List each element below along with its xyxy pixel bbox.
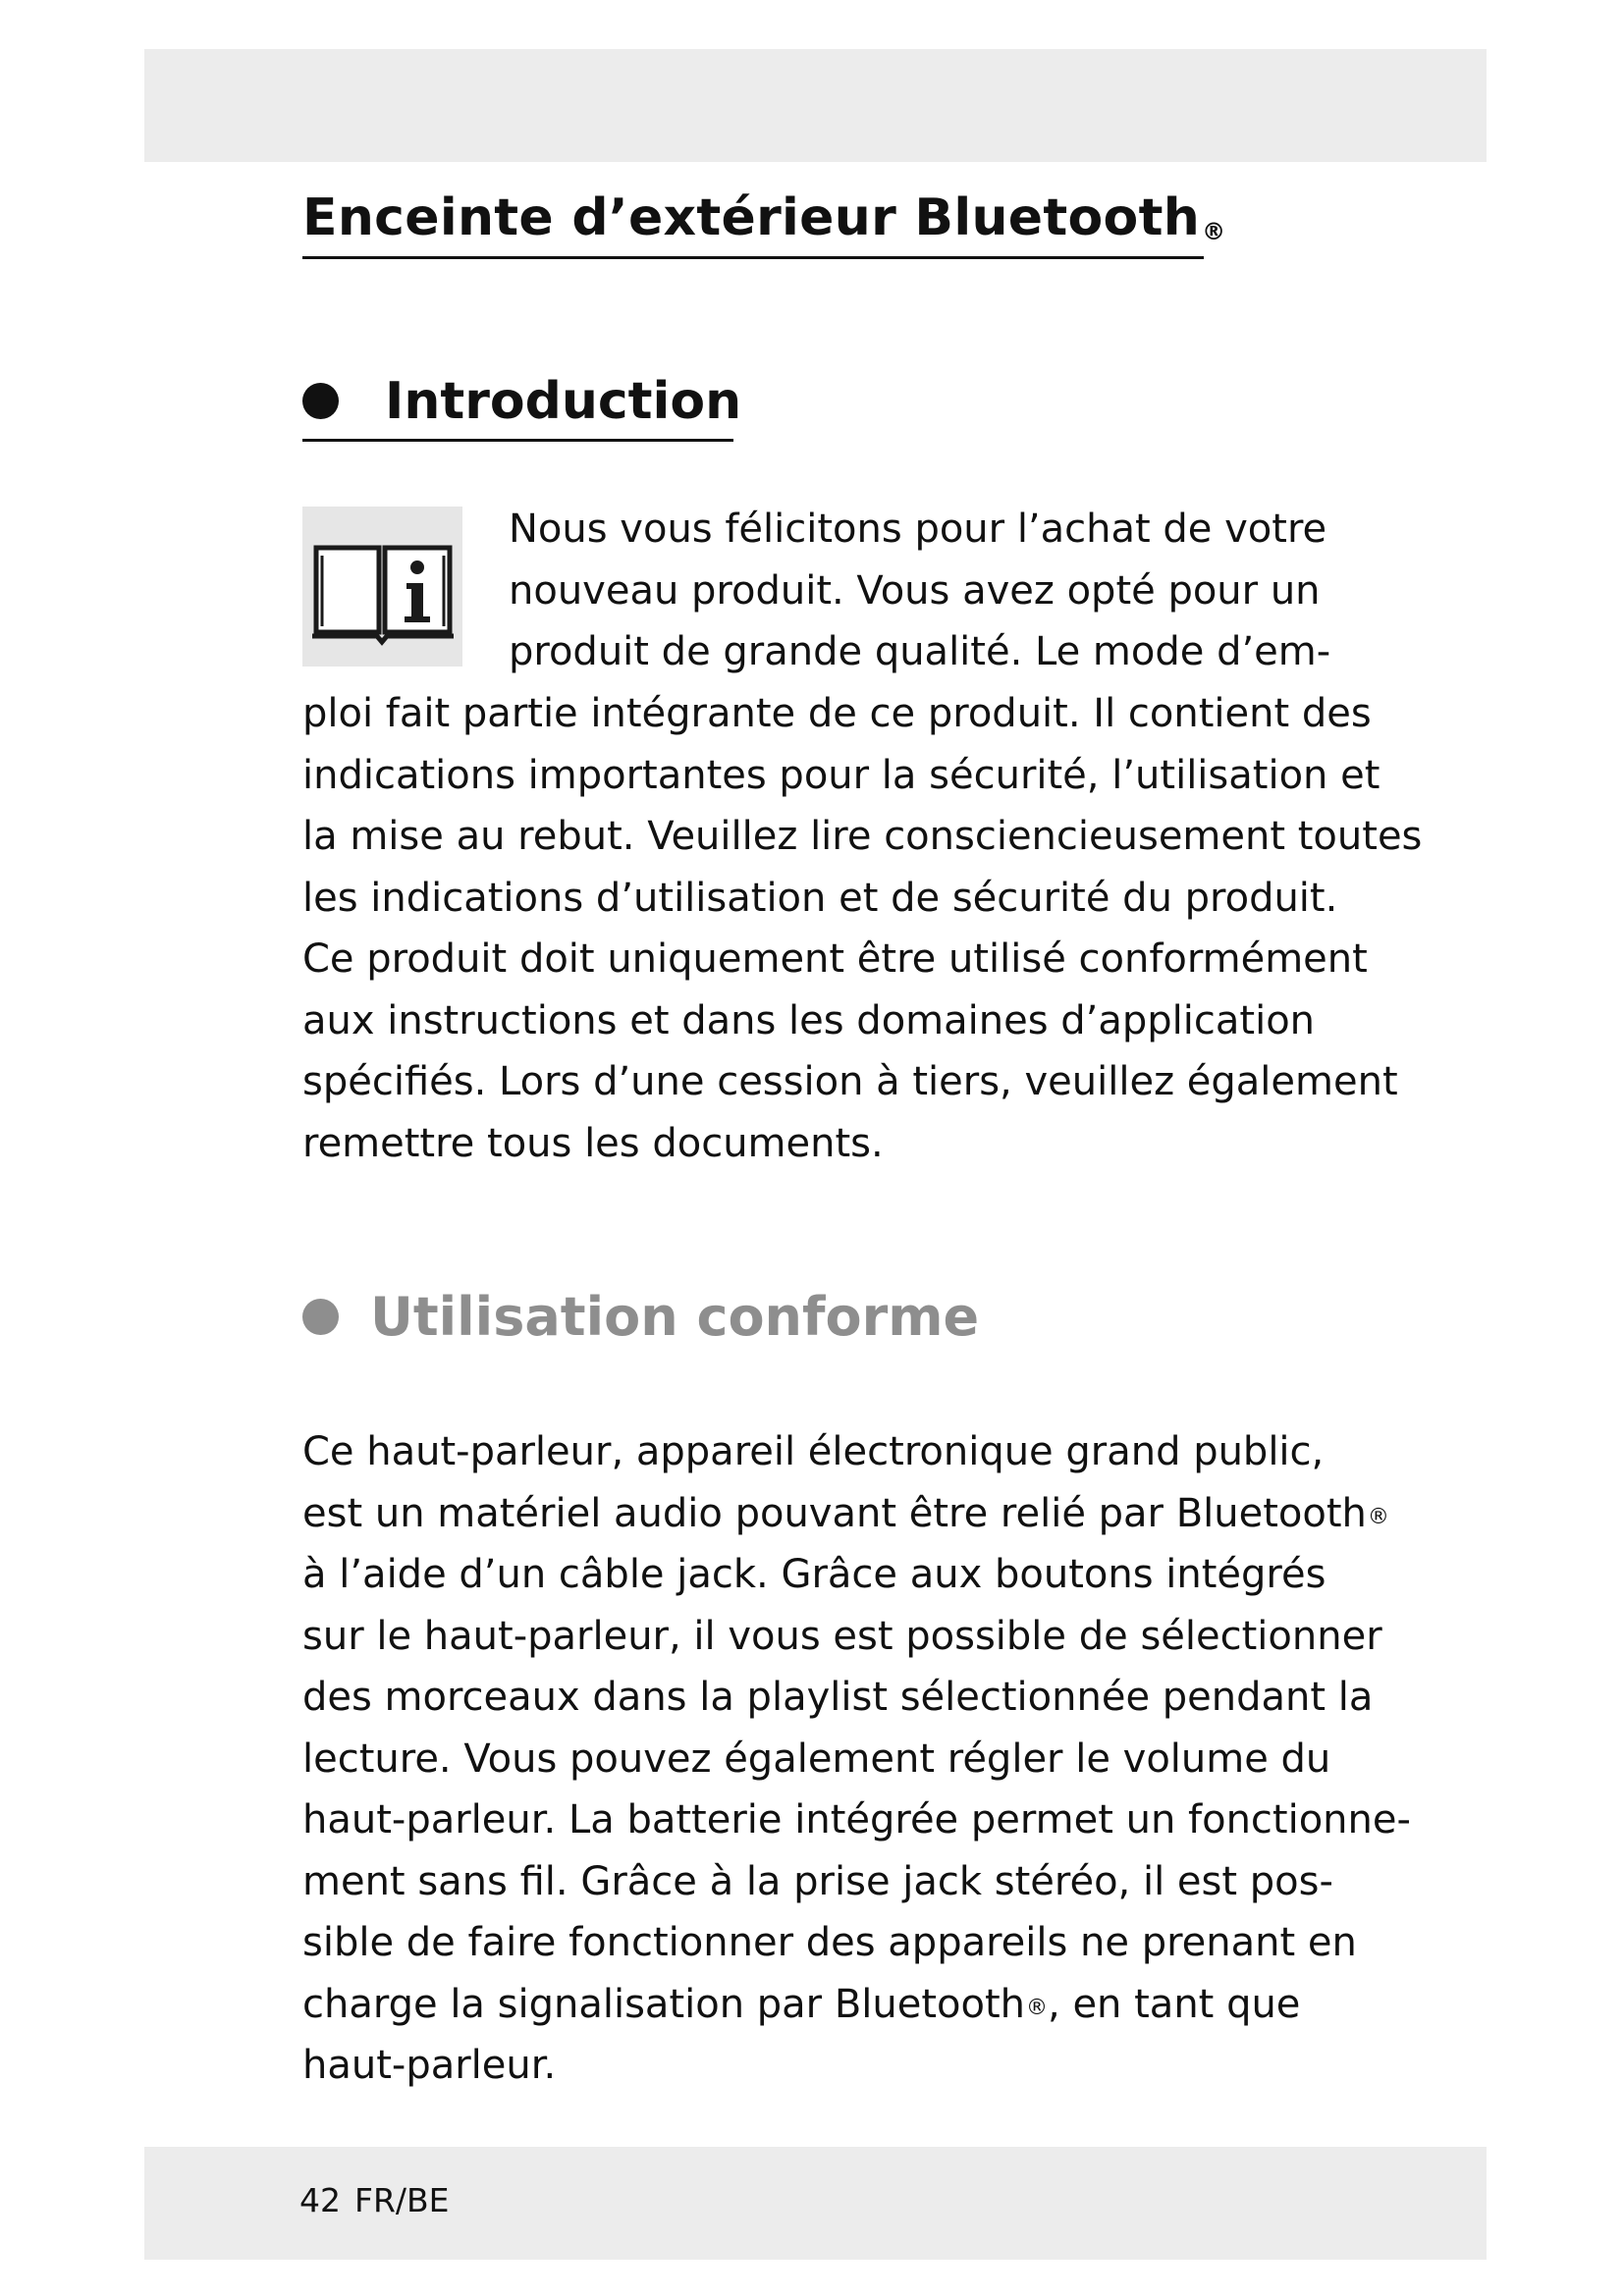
text-segment: , en tant que [1048, 1981, 1301, 2027]
text-segment: est un matériel audio pouvant être relié par Bluetooth [302, 1490, 1367, 1536]
registered-mark: ® [1202, 218, 1226, 245]
bullet-icon [302, 383, 339, 419]
introduction-heading [302, 363, 742, 442]
text-line: les indications d’utilisation et de sécurité du produit. [302, 875, 1338, 921]
document-title [302, 185, 1226, 259]
text-line: sur le haut-parleur, il vous est possible de sélectionner [302, 1613, 1382, 1659]
text-line: à l’aide d’un câble jack. Grâce aux boutons intégrés [302, 1552, 1326, 1597]
text-line: Ce haut-parleur, appareil électronique grand public, [302, 1429, 1325, 1474]
locale-label: FR/BE [354, 2181, 450, 2219]
text-line [302, 1483, 1411, 1545]
page-footer [299, 2181, 450, 2220]
registered-mark: ® [1026, 1995, 1049, 2020]
intended-use-paragraph [302, 1421, 1411, 2097]
text-line: Nous vous félicitons pour l’achat de votre [509, 507, 1327, 552]
text-line: ment sans fil. Grâce à la prise jack stéréo, il est pos- [302, 1858, 1333, 1904]
text-line: ploi fait partie intégrante de ce produit. Il contient des [302, 691, 1372, 736]
text-line: spécifiés. Lors d’une cession à tiers, veuillez également [302, 1059, 1398, 1104]
text-line: lecture. Vous pouvez également régler le volume du [302, 1735, 1331, 1782]
text-line: Ce produit doit uniquement être utilisé conformément [302, 936, 1368, 982]
text-line: haut-parleur. La batterie intégrée permet un fonctionne- [302, 1797, 1411, 1842]
introduction-heading-text: Introduction [385, 371, 742, 431]
text-line: haut-parleur. [302, 2043, 557, 2088]
text-line: nouveau produit. Vous avez opté pour un [509, 567, 1321, 614]
bullet-icon [302, 1299, 339, 1335]
text-line: remettre tous les documents. [302, 1120, 884, 1166]
text-line [302, 1974, 1411, 2036]
introduction-paragraph-beside-icon [509, 499, 1330, 683]
text-line: produit de grande qualité. Le mode d’em- [509, 629, 1331, 674]
intended-use-heading-text: Utilisation conforme [370, 1285, 980, 1348]
intended-use-heading [302, 1282, 979, 1351]
info-manual-icon [302, 507, 462, 667]
open-book-info-icon [302, 507, 462, 667]
introduction-paragraph [302, 683, 1422, 1174]
text-line: sible de faire fonctionner des appareils ne prenant en [302, 1920, 1357, 1965]
text-segment: charge la signalisation par Bluetooth [302, 1981, 1026, 2027]
page-number: 42 [299, 2181, 341, 2219]
header-band [144, 49, 1487, 162]
text-line: des morceaux dans la playlist sélectionnée pendant la [302, 1675, 1374, 1720]
text-line: la mise au rebut. Veuillez lire consciencieusement toutes [302, 814, 1423, 859]
text-line: indications importantes pour la sécurité, l’utilisation et [302, 752, 1380, 798]
registered-mark: ® [1367, 1504, 1389, 1529]
document-title-text: Enceinte d’extérieur Bluetooth [302, 188, 1201, 247]
text-line: aux instructions et dans les domaines d’application [302, 997, 1316, 1043]
